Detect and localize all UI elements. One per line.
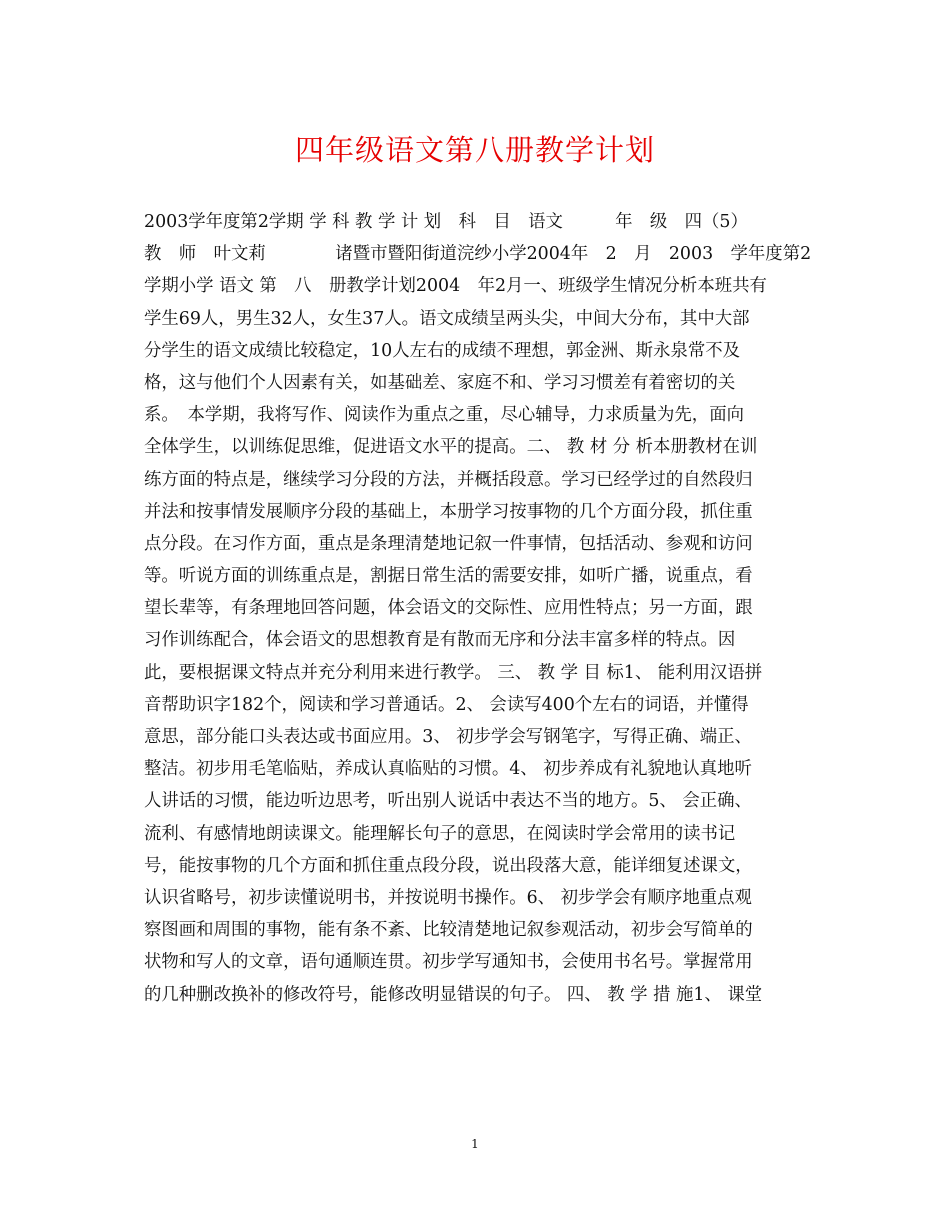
document-title: 四年级语文第八册教学计划 <box>294 133 655 167</box>
body-line: 练方面的特点是，继续学习分段的方法，并概括段意。学习已经学过的自然段归 <box>144 469 753 490</box>
body-line: 意思，部分能口头表达或书面应用。3、 初步学会写钢笔字，写得正确、端正、 <box>144 727 752 747</box>
body-line: 学生69人，男生32人，女生37人。语文成绩呈两头尖，中间大分布，其中大部 <box>144 308 750 329</box>
body-line: 全体学生，以训练促思维，促进语文水平的提高。二、 教 材 分 析本册教材在训 <box>144 437 758 458</box>
body-line: 等。听说方面的训练重点是，割据日常生活的需要安排，如听广播，说重点，看 <box>144 566 753 587</box>
body-line: 流利、有感情地朗读课文。能理解长句子的意思，在阅读时学会常用的读书记 <box>144 823 736 844</box>
body-line: 并法和按事情发展顺序分段的基础上，本册学习按事物的几个方面分段，抓住重 <box>144 501 753 522</box>
document-body <box>144 206 816 1011</box>
body-line: 音帮助识字182个，阅读和学习普通话。2、 会读写400个左右的词语，并懂得 <box>144 694 749 715</box>
body-line: 认识省略号，初步读懂说明书，并按说明书操作。6、 初步学会有顺序地重点观 <box>144 887 752 908</box>
body-line: 学期小学 语文 第 八 册教学计划2004 年2月一、班级学生情况分析本班共有 <box>144 276 767 297</box>
body-line: 格，这与他们个人因素有关，如基础差、家庭不和、学习习惯差有着密切的关 <box>144 372 736 393</box>
body-line: 望长辈等，有条理地回答问题，体会语文的交际性、应用性特点；另一方面，跟 <box>144 598 753 619</box>
body-line: 人讲话的习惯，能边听边思考，听出别人说话中表达不当的地方。5、 会正确、 <box>144 791 752 812</box>
body-line: 分学生的语文成绩比较稳定，10人左右的成绩不理想，郭金洲、斯永泉常不及 <box>144 340 741 361</box>
body-line: 号，能按事物的几个方面和抓住重点段分段，说出段落大意，能详细复述课文， <box>144 855 753 876</box>
body-line: 习作训练配合，体会语文的思想教育是有散而无序和分法丰富多样的特点。因 <box>144 630 736 651</box>
body-line: 察图画和周围的事物，能有条不紊、比较清楚地记叙参观活动，初步会写简单的 <box>144 920 753 941</box>
body-line: 系。 本学期，我将写作、阅读作为重点之重，尽心辅导，力求质量为先，面向 <box>144 405 744 426</box>
body-line: 2003学年度第2学期 学 科 教 学 计 划 科 目 语文 年 级 四（5） <box>144 212 748 232</box>
body-line: 状物和写人的文章，语句通顺连贯。初步学写通知书，会使用书名号。掌握常用 <box>144 952 753 973</box>
body-line: 的几种删改换补的修改符号，能修改明显错误的句子。 四、 教 学 措 施1、 课堂 <box>144 984 763 1005</box>
body-line: 点分段。在习作方面，重点是条理清楚地记叙一件事情，包括活动、参观和访问 <box>144 533 753 554</box>
page-number: 1 <box>471 1137 479 1151</box>
body-line: 此，要根据课文特点并充分利用来进行教学。 三、 教 学 目 标1、 能利用汉语拼 <box>144 662 763 683</box>
body-line: 整洁。初步用毛笔临贴，养成认真临贴的习惯。4、 初步养成有礼貌地认真地听 <box>144 759 752 780</box>
body-line: 教 师 叶文莉 诸暨市暨阳街道浣纱小学2004年 2 月 2003 学年度第2 <box>144 244 812 265</box>
